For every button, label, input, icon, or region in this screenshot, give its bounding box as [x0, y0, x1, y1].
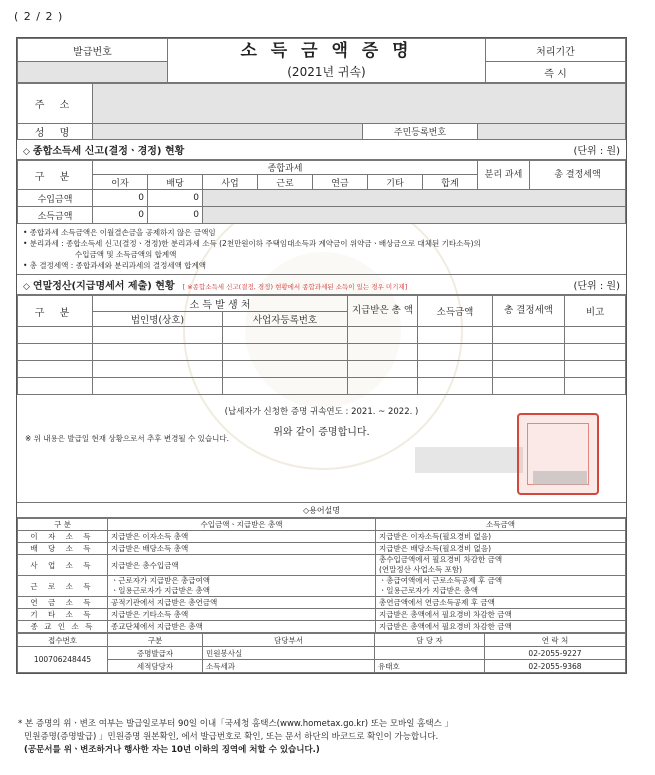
- issue-contact: 02-2055-9368: [485, 660, 626, 673]
- col-dept: 담당부서: [203, 634, 375, 647]
- table-row: [18, 344, 626, 361]
- issuance-table: [17, 633, 626, 673]
- table-row: [18, 660, 626, 673]
- note-line: • 종합과세 소득금액은 이월결손금을 공제하지 않은 금액임: [23, 228, 216, 237]
- issue-dept: 소득세과: [203, 660, 375, 673]
- section2-header: [17, 275, 626, 295]
- table-row: [18, 597, 626, 609]
- issue-contact: 02-2055-9227: [485, 647, 626, 660]
- official-seal-stamp: [517, 413, 599, 495]
- title-text: 소 득 금 액 증 명: [240, 40, 413, 61]
- header-table: [17, 38, 626, 83]
- rrn-label: 주민등록번호: [363, 124, 478, 140]
- gloss-revenue-line: ㆍ일용근로자가 지급받은 총액: [111, 586, 210, 595]
- col-corp: 법인명(상호): [93, 312, 223, 327]
- gloss-income: 지급받은 총액에서 필요경비 차감한 금액: [376, 609, 626, 621]
- redacted-cells: [203, 207, 626, 224]
- gloss-income: 지급받은 배당소득(필요경비 없음): [376, 543, 626, 555]
- gloss-revenue: 지급받은 이자소득 총액: [108, 531, 376, 543]
- document-title: [168, 39, 486, 83]
- gloss-revenue-line: ㆍ근로자가 지급받은 총급여액: [111, 576, 210, 585]
- row-label: 소득금액: [18, 207, 93, 224]
- gloss-revenue: 지급받은 총수입금액: [108, 555, 376, 576]
- col-pension: 연금: [313, 175, 368, 190]
- table-row: [18, 543, 626, 555]
- gloss-income: 지급받은 총액에서 필요경비 차감한 금액: [376, 621, 626, 633]
- gloss-income: [376, 555, 626, 576]
- gloss-category: 연 금 소 득: [18, 597, 108, 609]
- col-note: 비고: [565, 296, 626, 327]
- page-number: ( 2 / 2 ): [14, 10, 64, 23]
- name-label: 성 명: [18, 124, 93, 140]
- gloss-revenue: 공적기관에서 지급받은 총연금액: [108, 597, 376, 609]
- table-row: [18, 609, 626, 621]
- gloss-col-revenue: 수입금액ㆍ지급받은 총액: [108, 519, 376, 531]
- gloss-income: 지급받은 이자소득(필요경비 없음): [376, 531, 626, 543]
- gloss-category: 종 교 인 소 득: [18, 621, 108, 633]
- issue-dept: 민원봉사실: [203, 647, 375, 660]
- cell-dividend: 0: [148, 190, 203, 207]
- gloss-category: 배 당 소 득: [18, 543, 108, 555]
- col-total-tax: 총 결정세액: [530, 161, 626, 190]
- name-value: [93, 124, 363, 140]
- col-comprehensive: 종합과세: [93, 161, 478, 175]
- section1-title: 종합소득세 신고(결정ㆍ경정) 현황: [32, 146, 185, 157]
- gloss-income-line: ㆍ일용근로자가 지급받은 총액: [379, 586, 478, 595]
- note-line: 수입금액 및 소득금액의 합계액: [75, 250, 177, 259]
- col-labor: 근로: [258, 175, 313, 190]
- col-other: 기타: [368, 175, 423, 190]
- gloss-revenue: 지급받은 기타소득 총액: [108, 609, 376, 621]
- cert-statement: 위와 같이 증명합니다.: [273, 427, 370, 438]
- table-row: [18, 361, 626, 378]
- income-certificate: [16, 37, 627, 674]
- cell-interest: 0: [93, 207, 148, 224]
- table-row: [18, 576, 626, 597]
- issue-person: 유태호: [375, 660, 485, 673]
- col-separate: 분리 과세: [478, 161, 530, 190]
- gloss-income-line: 총수입금액에서 필요경비 차감한 금액: [379, 555, 503, 564]
- section1-unit: (단위 : 원): [573, 146, 620, 157]
- gloss-income: 총연금액에서 연금소득공제 후 금액: [376, 597, 626, 609]
- issue-no-value: [18, 62, 168, 83]
- glossary-title: ◇용어설명: [17, 503, 626, 518]
- diamond-icon: ◇: [23, 282, 30, 292]
- col-interest: 이자: [93, 175, 148, 190]
- processing-label: 처리기간: [486, 39, 626, 62]
- issue-no-label: 발급번호: [18, 39, 168, 62]
- table-row: [18, 378, 626, 395]
- gloss-income-line: ㆍ총급여액에서 근로소득공제 후 금액: [379, 576, 503, 585]
- table-row: [18, 555, 626, 576]
- table-row: [18, 647, 626, 660]
- section2-red-note: [ ※종합소득세 신고(결정, 경정) 현황에서 종합과세된 소득이 있는 경우 미기재]: [182, 283, 408, 291]
- footer-warning: (공문서를 위ㆍ변조하거나 행사한 자는 10년 이하의 징역에 처할 수 있습니다.): [24, 745, 320, 755]
- gloss-category: 이 자 소 득: [18, 531, 108, 543]
- table-row: [18, 207, 626, 224]
- gloss-col-income: 소득금액: [376, 519, 626, 531]
- col-dividend: 배당: [148, 175, 203, 190]
- person-table: [17, 83, 626, 140]
- table-row: [18, 190, 626, 207]
- gloss-revenue: [108, 576, 376, 597]
- processing-value: 즉 시: [486, 62, 626, 83]
- col-total-paid: 지급받은 총 액: [348, 296, 418, 327]
- diamond-icon: ◇: [23, 147, 30, 157]
- footer-line: 민원증명(증명발급) 」민원증명 원본확인, 에서 발급번호로 확인, 또는 문서 하단의 바코드로 확인이 가능합니다.: [24, 732, 439, 742]
- col-bizno: 사업자등록번호: [223, 312, 348, 327]
- certification-block: [17, 395, 626, 503]
- glossary-table: [17, 518, 626, 633]
- cell-interest: 0: [93, 190, 148, 207]
- note-line: • 분리과세 : 종합소득세 신고(결정ㆍ경정)한 분리과세 소득 (2천만원이하 주택임대소득과 계약금이 위약금ㆍ배상금으로 대체된 기타소득)의: [23, 239, 481, 248]
- row-label: 수입금액: [18, 190, 93, 207]
- comprehensive-income-table: [17, 160, 626, 224]
- rrn-value: [478, 124, 626, 140]
- col-tax: 총 결정세액: [493, 296, 565, 327]
- col-type: 구분: [108, 634, 203, 647]
- year-label: (2021년 귀속): [287, 64, 366, 79]
- col-category: 구 분: [18, 296, 93, 327]
- redacted-cells: [203, 190, 626, 207]
- gloss-category: 사 업 소 득: [18, 555, 108, 576]
- footer-line: * 본 증명의 위ㆍ변조 여부는 발급일로부터 90일 이내「국세청 홈택스(www.hometax.go.kr) 또는 모바일 홈택스 」: [18, 719, 454, 729]
- year-end-table: [17, 295, 626, 395]
- col-business: 사업: [203, 175, 258, 190]
- col-person: 담 당 자: [375, 634, 485, 647]
- table-row: [18, 327, 626, 344]
- col-contact: 연 락 처: [485, 634, 626, 647]
- issue-type: 세적담당자: [108, 660, 203, 673]
- receipt-number: 100706248445: [18, 647, 108, 673]
- gloss-income: [376, 576, 626, 597]
- redacted-date: [415, 447, 523, 473]
- gloss-col-category: 구 분: [18, 519, 108, 531]
- col-income: 소득금액: [418, 296, 493, 327]
- gloss-category: 기 타 소 득: [18, 609, 108, 621]
- cell-dividend: 0: [148, 207, 203, 224]
- section2-unit: (단위 : 원): [573, 281, 620, 292]
- col-source: 소 득 발 생 처: [93, 296, 348, 312]
- section1-notes: [17, 224, 626, 275]
- issue-person: [375, 647, 485, 660]
- table-row: [18, 531, 626, 543]
- note-line: • 총 결정세액 : 종합과세와 분리과세의 결정세액 합계액: [23, 261, 207, 270]
- gloss-revenue: 지급받은 배당소득 총액: [108, 543, 376, 555]
- section1-header: [17, 140, 626, 160]
- cert-period: (납세자가 신청한 증명 귀속연도 : 2021. ~ 2022. ): [224, 407, 419, 417]
- gloss-revenue: 종교단체에서 지급받은 총액: [108, 621, 376, 633]
- address-label: 주 소: [18, 84, 93, 124]
- col-receipt: 접수번호: [18, 634, 108, 647]
- gloss-income-line: (연말정산 사업소득 포함): [379, 565, 463, 574]
- col-category: 구 분: [18, 161, 93, 190]
- issue-type: 증명발급자: [108, 647, 203, 660]
- gloss-category: 근 로 소 득: [18, 576, 108, 597]
- cert-disclaimer: ※ 위 내용은 발급일 현재 상황으로서 추후 변경될 수 있습니다.: [25, 434, 230, 443]
- table-row: [18, 621, 626, 633]
- col-sum: 합계: [423, 175, 478, 190]
- footer-notice: [18, 718, 638, 757]
- address-value: [93, 84, 626, 124]
- section2-title: 연말정산(지급명세서 제출) 현황: [32, 281, 175, 292]
